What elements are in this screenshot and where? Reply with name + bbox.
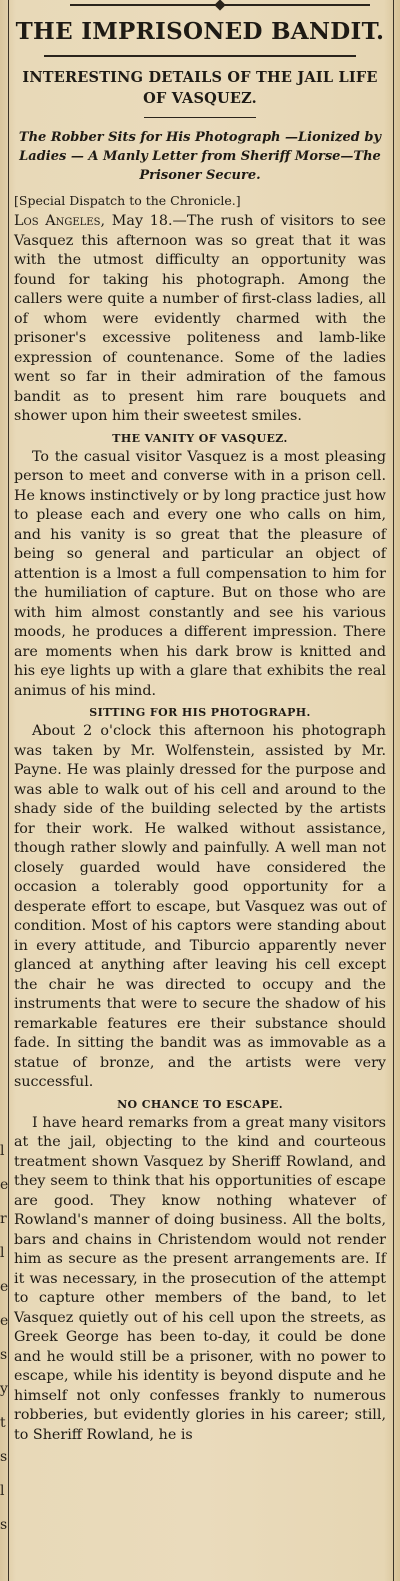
deck-rule bbox=[144, 117, 256, 118]
secondary-deck: The Robber Sits for His Photograph —Lionized by Ladies — A Manly Letter from Sheriff Morse—The Prisoner Secure. bbox=[18, 130, 382, 183]
left-column-rule bbox=[8, 0, 9, 1581]
section-heading: NO CHANCE TO ESCAPE. bbox=[117, 1097, 283, 1111]
headline-rule bbox=[44, 55, 356, 57]
dateline: [Special Dispatch to the Chronicle.] bbox=[14, 193, 241, 208]
section-heading: THE VANITY OF VASQUEZ. bbox=[112, 431, 288, 445]
right-column-rule bbox=[393, 0, 394, 1581]
margin-letter-fragment: l bbox=[0, 1245, 5, 1261]
article-sections bbox=[14, 432, 386, 1446]
margin-letter-fragment: l bbox=[0, 1483, 5, 1499]
lead-text: May 18.—The rush of visitors to see Vasquez this afternoon was so great that it was with the utmost difficulty an opportunity was found for taking his photograph. Among the callers were quite a number of first-class ladies, all of whom were evidently charmed with the prisoner's excessive politeness and lamb-like expression of countenance. Some of the ladies went so far in their admiration of the famous bandit as to present him rare bouquets and shower upon him their sweetest smiles. bbox=[14, 213, 386, 424]
lead-place: Los Angeles, bbox=[14, 213, 106, 229]
margin-letter-fragment: r bbox=[0, 1211, 7, 1227]
margin-letter-fragment: y bbox=[0, 1381, 8, 1397]
margin-letter-fragment: e bbox=[0, 1177, 8, 1193]
margin-letter-fragment: l bbox=[0, 1143, 5, 1159]
margin-letter-fragment: s bbox=[0, 1449, 8, 1465]
section-paragraph: To the casual visitor Vasquez is a most pleasing person to meet and converse with in a prison cell. He knows instinctively or by long practice just how to please each and every one who calls on him, and his vanity is so great that the pleasure of being so general and particular an object of attention is a lmost a full compensation to him for the humiliation of capture. But on those who are with him almost constantly and see his various moods, he produces a different impression. There are moments when his dark brow is knitted and his eye lights up with a glare that exhibits the real animus of his mind. bbox=[14, 448, 386, 699]
section-paragraph: I have heard remarks from a great many visitors at the jail, objecting to the kind and courteous treatment shown Vasquez by Sheriff Rowland, and they seem to think that his opportunities of escape are good. They know nothing whatever of Rowland's manner of doing business. All the bolts, bars and chains in Christendom would not render him as secure as the present arrangements are. If it was necessary, in the prosecution of the attempt to capture other members of the band, to let Vasquez quietly out of his cell upon the streets, as Greek George has been to-day, it could be done and he would still be a prisoner, with no power to escape, while his identity is beyond dispute and he himself not only confesses frankly to numerous robberies, but evidently glories in his career; still, to Sheriff Rowland, he is bbox=[14, 1114, 386, 1443]
lead-paragraph bbox=[14, 212, 386, 427]
primary-deck: INTERESTING DETAILS OF THE JAIL LIFE OF VASQUEZ. bbox=[22, 69, 378, 107]
top-ornament-rule bbox=[70, 4, 370, 6]
margin-letter-fragment: t bbox=[0, 1415, 6, 1431]
margin-letter-fragment: e bbox=[0, 1279, 8, 1295]
section-paragraph: About 2 o'clock this afternoon his photograph was taken by Mr. Wolfenstein, assisted by Mr. Payne. He was plainly dressed for the purpose and was able to walk out of his cell and around to the shady side of the building selected by the artists for their work. He walked without assistance, though rather slowly and painfully. A well man not closely guarded would have considered the occasion a tolerably good opportunity for a desperate effort to escape, but Vasquez was out of condition. Most of his captors were standing about in every attitude, and Tiburcio apparently never glanced at anything after leaving his cell except the chair he was directed to occupy and the instruments that were to secure the shadow of his remarkable features ere their substance should fade. In sitting the bandit was as immovable as a statue of bronze, and the artists were very successful. bbox=[14, 723, 386, 1090]
margin-letter-fragment: s bbox=[0, 1517, 8, 1533]
section-heading: SITTING FOR HIS PHOTOGRAPH. bbox=[89, 706, 311, 719]
headline: THE IMPRISONED BANDIT. bbox=[15, 18, 385, 45]
margin-letter-fragment: s bbox=[0, 1347, 8, 1363]
article-column bbox=[14, 10, 386, 1445]
margin-letter-fragment: e bbox=[0, 1313, 8, 1329]
